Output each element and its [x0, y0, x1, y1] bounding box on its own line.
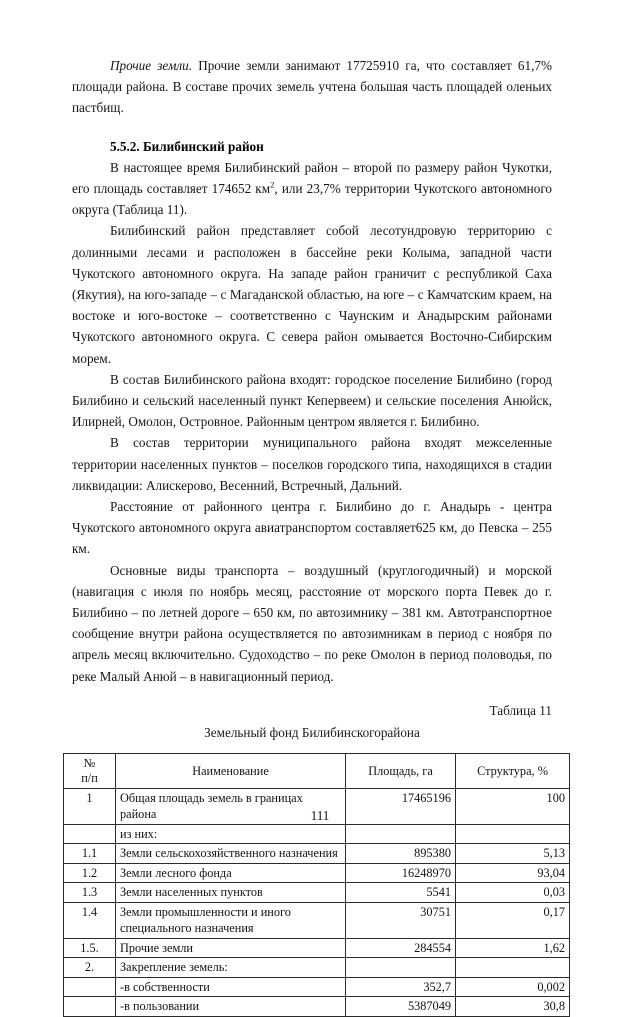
- cell-name: Общая площадь земель в границах района: [116, 788, 346, 824]
- cell-area: 17465196: [346, 788, 456, 824]
- area-intro-part1: В настоящее время Билибинский район – второй по размеру район Чукотки, его площадь составляет 174652 км: [72, 159, 552, 197]
- other-lands-lead-in: Прочие земли.: [110, 58, 193, 73]
- paragraph-geography: Билибинский район представляет собой лесотундровую территорию с долинными лесами и расположен в бассейне реки Колыма, западной части Чукотского автономного округа. На западе район граничит с республикой Саха (Якутия), на юго-западе – с Магаданской областью, на юге – с Камчатским краем, на востоке и юго-востоке – соответственно с Чаунским и Анадырским районами Чукотского автономного округа. С севера район омывается Восточно-Сибирским морем.: [72, 223, 552, 366]
- cell-number: 1.3: [64, 883, 116, 903]
- cell-area: 30751: [346, 902, 456, 938]
- cell-area: [346, 824, 456, 844]
- land-fund-table: [63, 753, 570, 1017]
- table-row: [64, 938, 570, 958]
- cell-structure: 0,002: [456, 977, 570, 997]
- cell-structure: 5,13: [456, 844, 570, 864]
- cell-number: [64, 997, 116, 1017]
- paragraph-area-intro: [72, 157, 552, 221]
- cell-name: Земли лесного фонда: [116, 863, 346, 883]
- column-header-name: Наименование: [116, 753, 346, 788]
- column-header-area: Площадь, га: [346, 753, 456, 788]
- cell-structure: 100: [456, 788, 570, 824]
- paragraph-liquidated-settlements: В состав территории муниципального района входят межселенные территории населенных пунктов – поселков городского типа, находящихся в стадии ликвидации: Алискерово, Весенний, Встречный, Дальний.: [72, 435, 552, 493]
- cell-area: [346, 958, 456, 978]
- cell-structure: 1,62: [456, 938, 570, 958]
- column-header-number: [64, 753, 116, 788]
- cell-area: 16248970: [346, 863, 456, 883]
- table-header: [64, 753, 570, 788]
- cell-number: [64, 977, 116, 997]
- cell-name: Закрепление земель:: [116, 958, 346, 978]
- table-row: [64, 863, 570, 883]
- cell-structure: [456, 824, 570, 844]
- cell-number: 1.2: [64, 863, 116, 883]
- paragraph-other-lands: [72, 55, 552, 119]
- cell-structure: 0,03: [456, 883, 570, 903]
- paragraph-transport: Основные виды транспорта – воздушный (круглогодичный) и морской (навигация с июля по ноябрь месяц, расстояние от морского порта Певек до г. Билибино – по летней дороге – 650 км, по автозимнику – 381 км. Автотранспортное сообщение внутри района осуществляется по автозимникам в период с ноября по апрель месяц включительно. Судоходство – по реке Омолон в период половодья, по реке Малый Анюй – в навигационный период.: [72, 562, 552, 684]
- table-row: [64, 844, 570, 864]
- paragraph-settlements: В состав Билибинского района входят: городское поселение Билибино (город Билибино и сельский населенный пункт Кепервеем) и сельские поселения Анюйск, Илирней, Омолон, Островное. Районным центром является г. Билибино.: [72, 371, 552, 430]
- square-kilometers-superscript: 2: [270, 179, 275, 190]
- cell-structure: [456, 958, 570, 978]
- cell-number: [64, 824, 116, 844]
- other-lands-body: Прочие земли занимают 17725910 га, что составляет 61,7% площади района. В составе прочих земель учтена большая часть площадей оленьих пастбищ.: [72, 58, 552, 116]
- cell-number: 1.4: [64, 902, 116, 938]
- paragraph-distances: Расстояние от районного центра г. Билибино до г. Анадырь - центра Чукотского автономного округа авиатранспортом составляет625 км, до Певска – 255 км.: [72, 499, 552, 557]
- table-row: [64, 958, 570, 978]
- cell-structure: 0,17: [456, 902, 570, 938]
- table-row: [64, 977, 570, 997]
- table-row: [64, 883, 570, 903]
- cell-area: 284554: [346, 938, 456, 958]
- table-row: [64, 902, 570, 938]
- table-row: [64, 824, 570, 844]
- cell-number: 2.: [64, 958, 116, 978]
- cell-structure: 93,04: [456, 863, 570, 883]
- page-content: [72, 55, 565, 1017]
- cell-name: -в собственности: [116, 977, 346, 997]
- cell-area: 352,7: [346, 977, 456, 997]
- column-header-number-line2: п/п: [81, 770, 98, 785]
- column-header-structure: Структура, %: [456, 753, 570, 788]
- cell-area: 5387049: [346, 997, 456, 1017]
- cell-number: 1.1: [64, 844, 116, 864]
- cell-number: 1: [64, 788, 116, 824]
- table-number-label: Таблица 11: [489, 702, 552, 718]
- cell-name: Земли промышленности и иного специального назначения: [116, 902, 346, 938]
- cell-area: 895380: [346, 844, 456, 864]
- cell-name: из них:: [116, 824, 346, 844]
- cell-name: Прочие земли: [116, 938, 346, 958]
- table-header-row: [64, 753, 570, 788]
- section-heading-5-5-2: 5.5.2. Билибинский район: [110, 138, 264, 154]
- cell-name: Земли сельскохозяйственного назначения: [116, 844, 346, 864]
- column-header-number-line1: №: [83, 755, 96, 770]
- cell-number: 1.5.: [64, 938, 116, 958]
- cell-area: 5541: [346, 883, 456, 903]
- area-intro-part2: , или 23,7% территории Чукотского автономного округа (Таблица 11).: [72, 181, 552, 218]
- cell-name: -в пользовании: [116, 997, 346, 1017]
- table-row: [64, 997, 570, 1017]
- cell-structure: 30,8: [456, 997, 570, 1017]
- page-number: 111: [310, 808, 330, 823]
- cell-name: Земли населенных пунктов: [116, 883, 346, 903]
- table-caption: Земельный фонд Билибинскогорайона: [204, 724, 420, 740]
